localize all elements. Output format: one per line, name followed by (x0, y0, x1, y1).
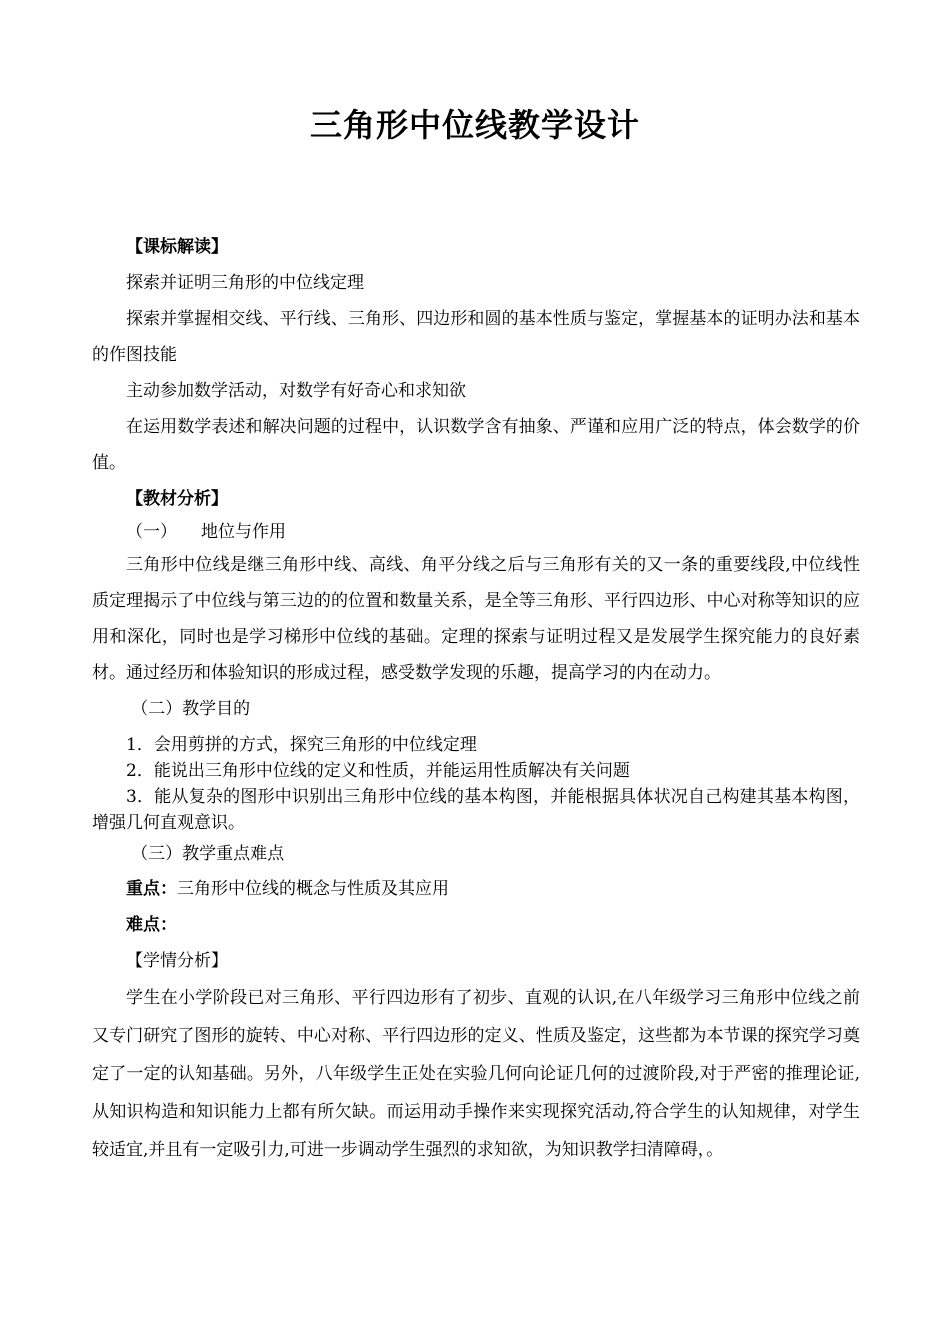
paragraph: 探索并证明三角形的中位线定理 (126, 273, 364, 293)
section-heading-students: 【学情分析】 (126, 951, 228, 971)
section-heading-textbook: 【教材分析】 (126, 489, 228, 509)
goal-item: 1．会用剪拼的方式，探究三角形的中位线定理 (126, 735, 477, 755)
subsection-title-key-points: （三）教学重点难点 (131, 844, 285, 864)
section-heading-curriculum: 【课标解读】 (126, 237, 228, 257)
goal-item: 3．能从复杂的图形中识别出三角形中位线的基本构图，并能根据具体状况自己构建其基本构图，增强几何直观意识。 (92, 787, 860, 833)
paragraph: 学生在小学阶段已对三角形、平行四边形有了初步、直观的认识,在八年级学习三角形中位线之前又专门研究了图形的旋转、中心对称、平行四边形的定义、性质及鉴定，这些都为本节课的探究学习奠定了一定的认知基础。另外，八年级学生正处在实验几何向论证几何的过渡阶段,对于严密的推理论证,从知识构造和知识能力上都有所欠缺。而运用动手操作来实现探究活动,符合学生的认知规律，对学生较适宜,并且有一定吸引力,可进一步调动学生强烈的求知欲，为知识教学扫清障碍，。 (92, 988, 860, 1160)
document-title: 三角形中位线教学设计 (309, 106, 640, 144)
key-point-line (92, 871, 860, 907)
paragraph: 探索并掌握相交线、平行线、三角形、四边形和圆的基本性质与鉴定，掌握基本的证明办法和基本的作图技能 (92, 309, 860, 365)
difficulty-label: 难点： (126, 915, 177, 935)
key-point-text: 三角形中位线的概念与性质及其应用 (177, 879, 449, 899)
key-point-label: 重点： (126, 879, 177, 899)
document-body (92, 229, 860, 1169)
paragraph: 主动参加数学活动，对数学有好奇心和求知欲 (126, 381, 466, 401)
subsection-title-goals: （二）教学目的 (131, 699, 251, 719)
paragraph: 在运用数学表述和解决问题的过程中，认识数学含有抽象、严谨和应用广泛的特点，体会数学的价值。 (92, 417, 860, 473)
subsection-text: 地位与作用 (201, 522, 286, 542)
subsection-title-role (92, 517, 860, 547)
difficulty-line (92, 907, 860, 943)
goal-item: 2．能说出三角形中位线的定义和性质，并能运用性质解决有关问题 (126, 761, 630, 781)
paragraph: 三角形中位线是继三角形中线、高线、角平分线之后与三角形有关的又一条的重要线段,中位线性质定理揭示了中位线与第三边的的位置和数量关系，是全等三角形、平行四边形、中心对称等知识的应用和深化，同时也是学习梯形中位线的基础。定理的探索与证明过程又是发展学生探究能力的良好素材。通过经历和体验知识的形成过程，感受数学发现的乐趣，提高学习的内在动力。 (92, 555, 860, 683)
subsection-label: （一） (126, 522, 177, 542)
